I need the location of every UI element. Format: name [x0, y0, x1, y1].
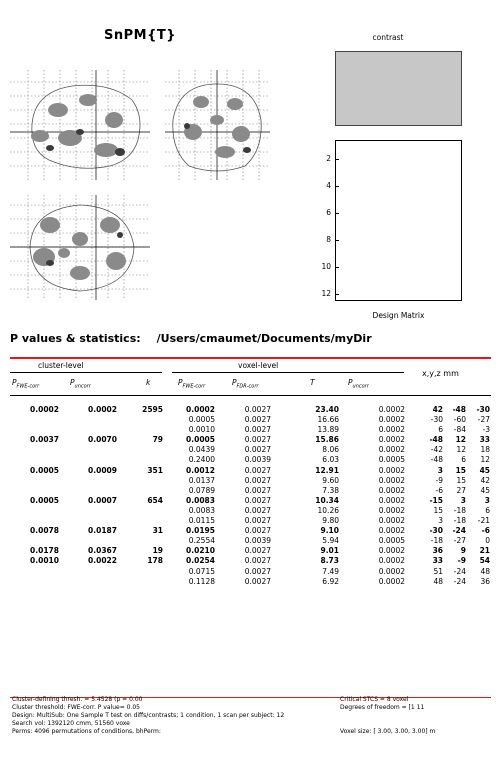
header-xyz: x,y,z mm [422, 369, 459, 378]
cell-y: -24 [453, 566, 466, 576]
cell-vd: 0.0027 [244, 556, 271, 566]
cell-k: 2595 [142, 405, 163, 414]
cell-t: 13.89 [317, 425, 339, 435]
cell-vd: 0.0027 [244, 425, 271, 435]
cell-vu: 0.0002 [378, 546, 405, 556]
cell-t: 16.66 [317, 415, 339, 425]
cell-z: 3 [484, 495, 490, 505]
cell-vf: 0.0083 [188, 505, 215, 515]
design-tickmark [335, 267, 339, 268]
header-rule-voxel [172, 372, 404, 373]
design-tick: 12 [321, 289, 331, 298]
table-row [0, 536, 499, 546]
cell-z: 33 [479, 435, 490, 445]
design-tickmark [335, 240, 339, 241]
table-row [0, 415, 499, 425]
cell-y: -60 [453, 415, 466, 425]
cell-y: 9 [460, 546, 466, 556]
footer-line-3: Design: MultiSub: One Sample T test on diffs/contrasts; 1 condition, 1 scan per subject: 12 [12, 712, 285, 719]
cell-vf: 0.0083 [186, 495, 215, 505]
glass-brain-axial [10, 195, 150, 300]
results-heading [10, 332, 372, 345]
cell-vd: 0.0027 [244, 465, 271, 475]
design-tick: 2 [326, 154, 331, 163]
cell-z: 18 [480, 445, 490, 455]
cell-t: 8.73 [320, 556, 339, 566]
header-p-sub: FDR-corr [236, 383, 259, 390]
glass-brain-coronal [165, 70, 270, 180]
cell-y: -84 [453, 425, 466, 435]
cell-x: -15 [429, 495, 443, 505]
cell-cp: 0.0010 [30, 556, 59, 566]
header-t-letter: T [310, 378, 315, 387]
header-rule-bottom [10, 395, 491, 396]
cell-cp: 0.0005 [30, 495, 59, 505]
header-voxel-level: voxel-level [238, 361, 279, 370]
cell-x: 42 [432, 405, 443, 414]
cell-cu: 0.0002 [88, 405, 117, 414]
cell-x: 15 [433, 505, 443, 515]
cell-t: 8.06 [322, 445, 339, 455]
design-tickmark [335, 186, 339, 187]
design-tickmark [335, 159, 339, 160]
footer-right-2: Degrees of freedom = [1 11 [340, 704, 425, 711]
header-cluster-level: cluster-level [38, 361, 84, 370]
table-row [0, 486, 499, 496]
footer-right-1: Critical STCS = 8 voxel [340, 696, 409, 703]
cell-y: -9 [457, 556, 466, 566]
results-table [0, 405, 499, 587]
cell-y: 15 [455, 465, 466, 475]
cell-t: 15.86 [315, 435, 339, 445]
cell-vd: 0.0027 [244, 505, 271, 515]
cell-k: 19 [152, 546, 163, 556]
design-tickmark [335, 294, 339, 295]
cell-cu: 0.0022 [88, 556, 117, 566]
cell-x: 3 [437, 465, 443, 475]
table-row [0, 405, 499, 415]
design-tick: 6 [326, 208, 331, 217]
cell-x: -30 [429, 526, 443, 536]
cell-vd: 0.0027 [244, 475, 271, 485]
cell-t: 10.26 [317, 505, 339, 515]
header-k [146, 378, 150, 387]
cell-z: 21 [479, 546, 490, 556]
cell-z: 0 [485, 536, 490, 546]
table-row [0, 577, 499, 587]
cell-vd: 0.0027 [244, 566, 271, 576]
cell-t: 9.60 [322, 475, 339, 485]
cell-vu: 0.0002 [378, 485, 405, 495]
cell-vf: 0.0789 [188, 485, 215, 495]
table-row [0, 425, 499, 435]
table-row [0, 546, 499, 556]
cell-t: 10.34 [315, 495, 339, 505]
cell-z: -27 [477, 415, 490, 425]
cell-k: 31 [152, 526, 163, 536]
cell-vd: 0.0027 [244, 405, 271, 414]
cell-vu: 0.0002 [378, 516, 405, 526]
cell-vd: 0.0039 [244, 455, 271, 465]
cell-x: -48 [430, 455, 443, 465]
header-p-fwe-cluster [12, 378, 39, 390]
table-row [0, 476, 499, 486]
cell-cu: 0.0007 [88, 495, 117, 505]
cell-z: 12 [480, 455, 490, 465]
design-tick: 8 [326, 235, 331, 244]
cell-x: -18 [430, 536, 443, 546]
cell-vf: 0.0254 [186, 556, 215, 566]
cell-y: 6 [461, 455, 466, 465]
design-matrix [335, 140, 462, 301]
cell-cp: 0.0002 [30, 405, 59, 414]
cell-k: 178 [147, 556, 163, 566]
table-row [0, 526, 499, 536]
cell-vf: 0.2554 [188, 536, 215, 546]
cell-t: 7.38 [322, 485, 339, 495]
figure-title: SnPM{T} [104, 28, 176, 43]
cell-vd: 0.0027 [244, 516, 271, 526]
cell-vu: 0.0005 [378, 455, 405, 465]
cell-vf: 0.0010 [188, 425, 215, 435]
cell-k: 654 [147, 495, 163, 505]
cell-cp: 0.0178 [30, 546, 59, 556]
header-p-uncorr-voxel [348, 378, 369, 390]
footer-line-2: Cluster threshold: FWE-corr. P value= 0.05 [12, 704, 140, 711]
cell-vu: 0.0002 [378, 556, 405, 566]
cell-vu: 0.0002 [378, 445, 405, 455]
cell-vd: 0.0027 [244, 415, 271, 425]
table-row [0, 516, 499, 526]
cell-k: 79 [152, 435, 163, 445]
cell-z: 42 [480, 475, 490, 485]
design-tick: 10 [321, 262, 331, 271]
cell-z: 6 [485, 505, 490, 515]
cell-k: 351 [147, 465, 163, 475]
table-row [0, 455, 499, 465]
cell-y: -18 [453, 516, 466, 526]
cell-vd: 0.0027 [244, 526, 271, 536]
cell-vf: 0.0195 [186, 526, 215, 536]
design-tick: 4 [326, 181, 331, 190]
footer-line-4: Search vol: 1392120 cmm, 51560 voxe [12, 720, 130, 727]
cell-vd: 0.0027 [244, 485, 271, 495]
cell-vf: 0.0005 [186, 435, 215, 445]
cell-t: 6.03 [322, 455, 339, 465]
header-t [310, 378, 315, 387]
results-title: P values & statistics: [10, 332, 141, 345]
glass-brain-sagittal [10, 70, 150, 180]
header-p-uncorr-cluster [70, 378, 91, 390]
table-row [0, 435, 499, 445]
cell-vd: 0.0039 [244, 536, 271, 546]
cell-cu: 0.0070 [88, 435, 117, 445]
cell-vu: 0.0002 [378, 405, 405, 414]
header-k-letter: k [146, 378, 151, 387]
cell-vu: 0.0002 [378, 435, 405, 445]
cell-y: -48 [452, 405, 466, 414]
cell-t: 6.92 [322, 576, 339, 586]
cell-cu: 0.0009 [88, 465, 117, 475]
cell-vu: 0.0005 [378, 536, 405, 546]
cell-vu: 0.0002 [378, 425, 405, 435]
cell-vf: 0.1128 [188, 576, 215, 586]
cell-vd: 0.0027 [244, 495, 271, 505]
header-p-sub: uncorr [352, 383, 369, 390]
cell-t: 7.49 [322, 566, 339, 576]
cell-y: -18 [453, 505, 466, 515]
cell-vd: 0.0027 [244, 546, 271, 556]
cell-cu: 0.0187 [88, 526, 117, 536]
cell-x: -6 [435, 485, 443, 495]
cell-t: 9.01 [320, 546, 339, 556]
results-path: /Users/cmaumet/Documents/myDir [156, 332, 372, 345]
header-p-sub: FWE-corr [182, 383, 206, 390]
cell-x: -30 [430, 415, 443, 425]
cell-vu: 0.0002 [378, 415, 405, 425]
cell-vd: 0.0027 [244, 435, 271, 445]
cell-t: 9.80 [322, 516, 339, 526]
cell-vf: 0.0115 [188, 516, 215, 526]
cell-vf: 0.0210 [186, 546, 215, 556]
cell-y: -24 [453, 576, 466, 586]
cell-z: -3 [482, 425, 490, 435]
contrast-label: contrast [372, 33, 404, 42]
table-row [0, 556, 499, 566]
table-row [0, 567, 499, 577]
footer-line-1: Cluster-defining thresh. = 5.4528 (p = 0.00 [12, 696, 143, 703]
cell-vf: 0.0005 [188, 415, 215, 425]
table-row [0, 445, 499, 455]
cell-x: 36 [432, 546, 443, 556]
cell-cu: 0.0367 [88, 546, 117, 556]
cell-vu: 0.0002 [378, 566, 405, 576]
header-p-fdr-voxel [232, 378, 258, 390]
table-row [0, 506, 499, 516]
header-p-letter: P [348, 378, 353, 387]
cell-vf: 0.0012 [186, 465, 215, 475]
cell-y: 12 [455, 435, 466, 445]
header-p-fwe-voxel [178, 378, 205, 390]
cell-z: 36 [480, 576, 490, 586]
cell-y: 15 [456, 475, 466, 485]
red-rule-top [10, 357, 491, 359]
table-row [0, 496, 499, 506]
cell-t: 23.40 [315, 405, 339, 414]
cell-z: 45 [480, 485, 490, 495]
cell-t: 9.10 [320, 526, 339, 536]
cell-y: 27 [456, 485, 466, 495]
cell-t: 12.91 [315, 465, 339, 475]
header-rule-cluster [10, 372, 162, 373]
cell-x: 48 [433, 576, 443, 586]
header-p-sub: uncorr [74, 383, 91, 390]
cell-vf: 0.2400 [188, 455, 215, 465]
design-matrix-label: Design Matrix [372, 311, 425, 320]
cell-cp: 0.0037 [30, 435, 59, 445]
cell-vf: 0.0002 [186, 405, 215, 414]
footer-line-5: Perms: 4096 permutations of conditions, bhPerm: [12, 728, 161, 735]
contrast-bar [335, 51, 462, 126]
cell-cp: 0.0078 [30, 526, 59, 536]
cell-vf: 0.0439 [188, 445, 215, 455]
cell-y: 3 [460, 495, 466, 505]
cell-vf: 0.0137 [188, 475, 215, 485]
cell-vu: 0.0002 [378, 495, 405, 505]
cell-vu: 0.0002 [378, 505, 405, 515]
cell-z: -30 [476, 405, 490, 414]
cell-cp: 0.0005 [30, 465, 59, 475]
header-p-letter: P [178, 378, 183, 387]
cell-vu: 0.0002 [378, 576, 405, 586]
cell-x: 3 [438, 516, 443, 526]
header-p-letter: P [12, 378, 17, 387]
cell-z: 54 [479, 556, 490, 566]
cell-vu: 0.0002 [378, 475, 405, 485]
cell-x: 33 [432, 556, 443, 566]
table-row [0, 466, 499, 476]
footer-right-5: Voxel size: [ 3.00, 3.00, 3.00] m [340, 728, 436, 735]
cell-vd: 0.0027 [244, 445, 271, 455]
cell-x: 6 [438, 425, 443, 435]
cell-x: -42 [430, 445, 443, 455]
cell-vf: 0.0715 [188, 566, 215, 576]
cell-t: 5.94 [322, 536, 339, 546]
cell-z: 45 [479, 465, 490, 475]
cell-vu: 0.0002 [378, 465, 405, 475]
cell-y: 12 [456, 445, 466, 455]
cell-x: 51 [433, 566, 443, 576]
cell-z: 48 [480, 566, 490, 576]
cell-vd: 0.0027 [244, 576, 271, 586]
cell-y: -24 [452, 526, 466, 536]
header-p-sub: FWE-corr [16, 383, 40, 390]
cell-z: -6 [481, 526, 490, 536]
cell-z: -21 [477, 516, 490, 526]
header-p-letter: P [70, 378, 75, 387]
cell-x: -9 [435, 475, 443, 485]
cell-x: -48 [429, 435, 443, 445]
cell-vu: 0.0002 [378, 526, 405, 536]
header-p-letter: P [232, 378, 237, 387]
design-tickmark [335, 213, 339, 214]
cell-y: -27 [453, 536, 466, 546]
